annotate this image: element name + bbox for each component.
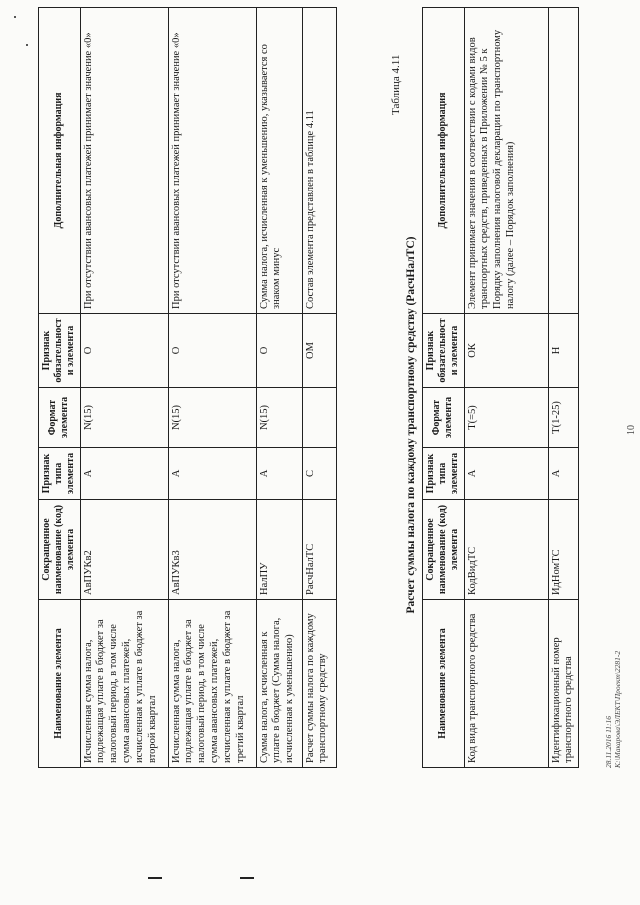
cell-required: ОК	[464, 314, 548, 388]
table-header-row	[423, 8, 465, 768]
cell-format: Т(=5)	[464, 388, 548, 448]
cell-name: Сумма налога, исчисленная к уплате в бюджет (Сумма налога, исчисленная к уменьшению)	[256, 600, 302, 768]
cell-name: Идентификационный номер транспортного средства	[548, 600, 579, 768]
cell-format: N(15)	[80, 388, 168, 448]
col-header-format: Формат элемента	[39, 388, 81, 448]
table-row	[256, 8, 302, 768]
cell-code: АвПУКв3	[168, 500, 256, 600]
cell-name: Исчисленная сумма налога, подлежащая уплате в бюджет за налоговый период, в том числе сумма авансовых платежей, исчисленная к уплате в бюджет за второй квартал	[80, 600, 168, 768]
cell-type: С	[302, 448, 336, 500]
cell-format	[302, 388, 336, 448]
stamp-date: 28.11.2016 11:16	[604, 715, 613, 768]
cell-required: О	[256, 314, 302, 388]
scan-mark	[148, 877, 162, 879]
cell-type: А	[464, 448, 548, 500]
col-header-required: Признак обязательности элемента	[423, 314, 465, 388]
cell-code: ИдНомТС	[548, 500, 579, 600]
cell-info: При отсутствии авансовых платежей принимает значение «0»	[168, 8, 256, 314]
col-header-type: Признак типа элемента	[39, 448, 81, 500]
cell-code: НалПУ	[256, 500, 302, 600]
col-header-code: Сокращенное наименование (код) элемента	[423, 500, 465, 600]
cell-code: КодВидТС	[464, 500, 548, 600]
page-number: 10	[626, 425, 637, 435]
col-header-info: Дополнительная информация	[423, 8, 465, 314]
cell-required: О	[80, 314, 168, 388]
elements-table-continued	[38, 7, 337, 768]
table-row	[168, 8, 256, 768]
col-header-code: Сокращенное наименование (код) элемента	[39, 500, 81, 600]
vehicle-tax-table	[422, 7, 579, 768]
stamp-path: К:\Макарова\ЭЛЕКТ\Проект\2281-2	[613, 650, 622, 768]
cell-info: Состав элемента представлен в таблице 4.11	[302, 8, 336, 314]
cell-format: N(15)	[168, 388, 256, 448]
table-row	[464, 8, 548, 768]
scan-dot	[26, 44, 28, 46]
cell-type: А	[168, 448, 256, 500]
cell-required: О	[168, 314, 256, 388]
col-header-format: Формат элемента	[423, 388, 465, 448]
cell-name: Исчисленная сумма налога, подлежащая уплате в бюджет за налоговый период, в том числе сумма авансовых платежей, исчисленная к уплате в бюджет за третий квартал	[168, 600, 256, 768]
cell-type: А	[80, 448, 168, 500]
col-header-type: Признак типа элемента	[423, 448, 465, 500]
table-row	[302, 8, 336, 768]
col-header-required: Признак обязательности элемента	[39, 314, 81, 388]
cell-format: Т(1-25)	[548, 388, 579, 448]
print-stamp	[604, 651, 622, 768]
table-row	[80, 8, 168, 768]
cell-format: N(15)	[256, 388, 302, 448]
table-number: Таблица 4.11	[390, 54, 402, 115]
scan-dot	[14, 16, 16, 18]
cell-name: Расчет суммы налога по каждому транспортному средству	[302, 600, 336, 768]
cell-info: При отсутствии авансовых платежей принимает значение «0»	[80, 8, 168, 314]
cell-type: А	[548, 448, 579, 500]
col-header-name: Наименование элемента	[39, 600, 81, 768]
col-header-name: Наименование элемента	[423, 600, 465, 768]
cell-info: Элемент принимает значения в соответствии с кодами видов транспортных средств, приведенных в Приложении № 5 к Порядку заполнения налоговой декларации по транспортному налогу (далее – Порядок заполнения)	[464, 8, 548, 314]
table-row	[548, 8, 579, 768]
cell-type: А	[256, 448, 302, 500]
col-header-info: Дополнительная информация	[39, 8, 81, 314]
cell-code: РасчНалТС	[302, 500, 336, 600]
table-header-row	[39, 8, 81, 768]
cell-code: АвПУКв2	[80, 500, 168, 600]
cell-info: Сумма налога, исчисленная к уменьшению, указывается со знаком минус	[256, 8, 302, 314]
scan-mark	[240, 877, 254, 879]
cell-required: ОМ	[302, 314, 336, 388]
table-title: Расчет суммы налога по каждому транспортному средству (РасчНалТС)	[405, 236, 417, 614]
cell-info	[548, 8, 579, 314]
cell-required: Н	[548, 314, 579, 388]
cell-name: Код вида транспортного средства	[464, 600, 548, 768]
